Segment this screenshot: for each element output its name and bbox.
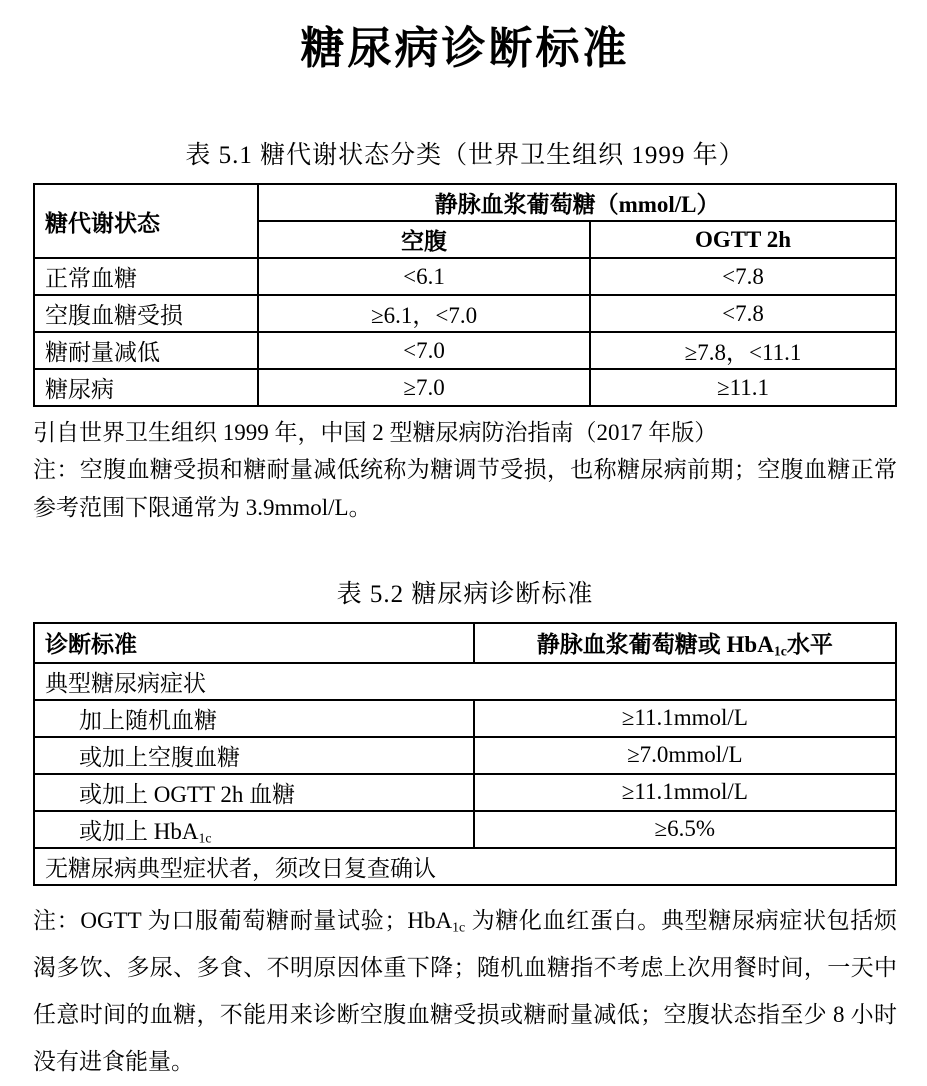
table2-header-value-text: 静脉血浆葡萄糖或 HbA <box>536 632 774 658</box>
criteria-value: ≥11.1mmol/L <box>474 774 896 811</box>
table-row <box>34 663 896 700</box>
table-row <box>34 332 896 369</box>
fasting-value: ≥7.0 <box>258 369 590 406</box>
page-title: 糖尿病诊断标准 <box>300 24 630 73</box>
table2-note <box>33 897 897 1086</box>
table-row <box>34 295 896 332</box>
table-row <box>34 700 896 737</box>
table1-header-row-1 <box>34 184 896 221</box>
table1-source: 引自世界卫生组织 1999 年，中国 2 型糖尿病防治指南（2017 年版） <box>33 420 718 446</box>
glucose-classification-table <box>33 183 897 407</box>
table-row <box>34 369 896 406</box>
state-cell: 空腹血糖受损 <box>34 295 258 332</box>
table1-notes <box>33 414 897 526</box>
ogtt-value: ≥11.1 <box>590 369 896 406</box>
table1-header-fasting: 空腹 <box>258 221 590 258</box>
table2-header-row <box>34 623 896 663</box>
table-row <box>34 848 896 885</box>
table1-header-ogtt: OGTT 2h <box>590 221 896 258</box>
table2-header-value <box>474 623 896 663</box>
no-symptoms-row-cell: 无糖尿病典型症状者，须改日复查确认 <box>34 848 896 885</box>
table-row <box>34 774 896 811</box>
criteria-value: ≥11.1mmol/L <box>474 700 896 737</box>
state-cell: 糖耐量减低 <box>34 332 258 369</box>
criteria-label-text: 或加上 HbA <box>79 818 199 844</box>
state-cell: 正常血糖 <box>34 258 258 295</box>
criteria-label <box>34 811 474 848</box>
symptoms-row-cell: 典型糖尿病症状 <box>34 663 896 700</box>
table2-header-value-suffix: 水平 <box>786 632 833 658</box>
table1-note: 注：空腹血糖受损和糖耐量减低统称为糖调节受损，也称糖尿病前期；空腹血糖正常参考范围下限通常为 3.9mmol/L。 <box>33 457 897 520</box>
state-cell: 糖尿病 <box>34 369 258 406</box>
table2-note-suffix: 为糖化血红蛋白。典型糖尿病症状包括烦渴多饮、多尿、多食、不明原因体重下降；随机血糖指不考虑上次用餐时间，一天中任意时间的血糖，不能用来诊断空腹血糖受损或糖耐量减低；空腹状态指至少 8 小时没有进食能量。 <box>33 907 898 1075</box>
table1-header-group: 静脉血浆葡萄糖（mmol/L） <box>258 184 896 221</box>
table-row <box>34 811 896 848</box>
fasting-value: ≥6.1，<7.0 <box>258 295 590 332</box>
hba1c-subscript: 1c <box>198 830 212 846</box>
criteria-label: 或加上空腹血糖 <box>34 737 474 774</box>
criteria-label: 或加上 OGTT 2h 血糖 <box>34 774 474 811</box>
criteria-value: ≥6.5% <box>474 811 896 848</box>
fasting-value: <7.0 <box>258 332 590 369</box>
ogtt-value: <7.8 <box>590 295 896 332</box>
table-row <box>34 258 896 295</box>
criteria-value: ≥7.0mmol/L <box>474 737 896 774</box>
table2-caption: 表 5.2 糖尿病诊断标准 <box>336 580 594 608</box>
hba1c-subscript: 1c <box>773 643 787 659</box>
table2-note-text: 注：OGTT 为口服葡萄糖耐量试验；HbA <box>33 907 453 933</box>
diabetes-diagnosis-table <box>33 622 897 886</box>
ogtt-value: ≥7.8，<11.1 <box>590 332 896 369</box>
criteria-label: 加上随机血糖 <box>34 700 474 737</box>
fasting-value: <6.1 <box>258 258 590 295</box>
table-row <box>34 737 896 774</box>
table2-header-criteria: 诊断标准 <box>34 623 474 663</box>
table1-header-state: 糖代谢状态 <box>34 184 258 258</box>
table1-caption: 表 5.1 糖代谢状态分类（世界卫生组织 1999 年） <box>185 142 745 170</box>
ogtt-value: <7.8 <box>590 258 896 295</box>
hba1c-subscript: 1c <box>452 919 466 935</box>
